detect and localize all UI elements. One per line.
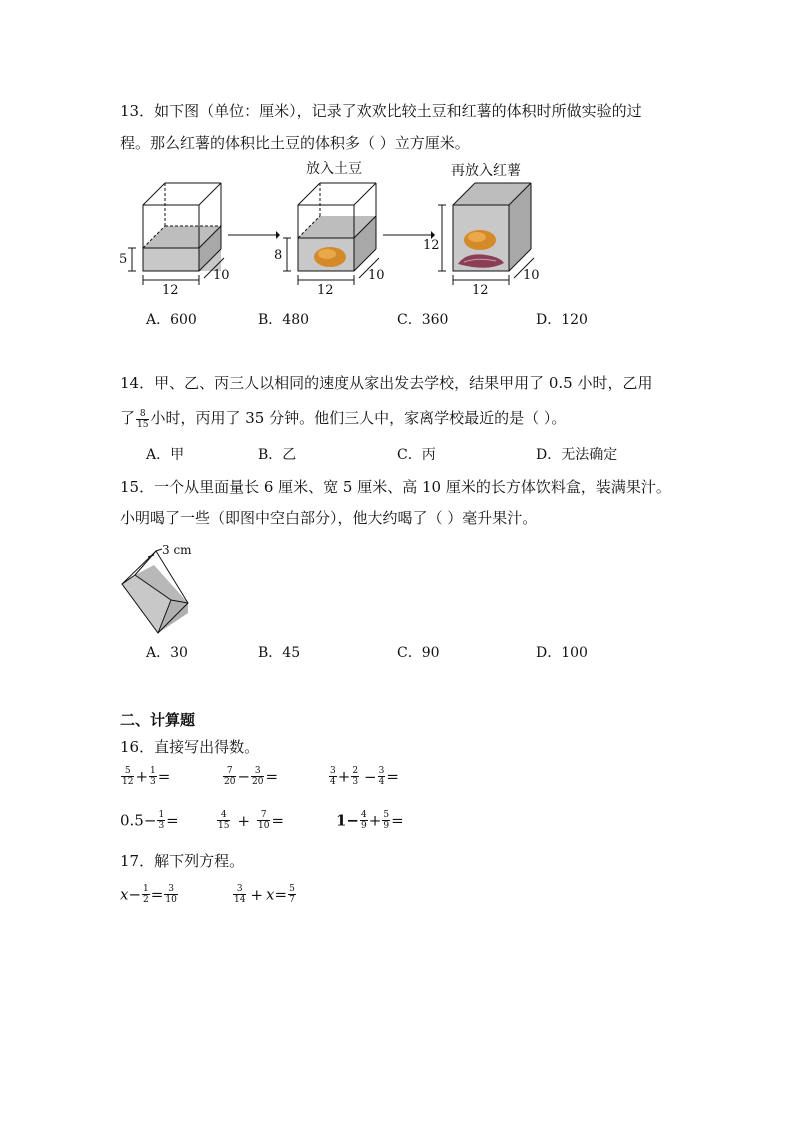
frac-den: 3: [158, 821, 165, 831]
q16-expr-3: [328, 766, 399, 796]
frac-den: 12: [122, 777, 134, 787]
box1-height-label: 5: [119, 252, 128, 267]
operator: +: [337, 767, 351, 786]
box2-figure: [273, 180, 383, 300]
fig-label-sweet-potato: 再放入红薯: [451, 163, 521, 179]
frac-num: 2: [352, 766, 359, 776]
q17-equation-1: [120, 884, 179, 914]
frac-num: 5: [121, 766, 134, 777]
q16-e5-frac-b: [257, 810, 270, 831]
frac-num: 3: [233, 884, 246, 895]
frac-num: 3: [330, 766, 336, 776]
equals: =: [391, 811, 404, 830]
frac-den: 15: [218, 821, 230, 831]
q13-text-line2: 程。那么红薯的体积比土豆的体积多（ ）立方厘米。: [120, 134, 470, 152]
q16-e2-frac-a: [223, 766, 236, 787]
operator: +: [237, 811, 251, 830]
box3-width-label: 10: [523, 268, 540, 283]
box1-figure: [118, 180, 228, 300]
frac-den: 9: [361, 821, 367, 831]
frac-den: 14: [234, 895, 246, 905]
box3-figure: [423, 180, 540, 300]
frac-num: 1: [158, 810, 165, 820]
frac-den: 4: [378, 777, 385, 787]
q14-option-b[interactable]: B．乙: [258, 447, 297, 463]
frac-den: 3: [352, 777, 359, 787]
frac-num: 1: [150, 766, 156, 776]
operator: −: [364, 767, 377, 786]
juice-box-label: 3 cm: [162, 543, 192, 557]
box2-length-label: 12: [317, 283, 334, 298]
juice-box-svg: [118, 545, 208, 635]
q13-text-line1: 13．如下图（单位：厘米），记录了欢欢比较土豆和红薯的体积时所做实验的过: [120, 102, 642, 120]
equals: =: [271, 811, 285, 830]
q16-e3-frac-c: [378, 766, 386, 787]
equals: =: [274, 885, 288, 904]
q16-e5-frac-a: [217, 810, 230, 831]
q15-option-d[interactable]: D．100: [536, 645, 588, 661]
q14-option-a[interactable]: A．甲: [146, 447, 185, 463]
q16-e3-frac-a: [329, 766, 337, 787]
q16-e3-frac-b: [351, 766, 359, 787]
box1-length-label: 12: [162, 283, 179, 298]
q17-equation-2: [232, 884, 297, 914]
equals: =: [166, 811, 179, 830]
frac-num: 7: [257, 810, 270, 821]
q15-option-b[interactable]: B．45: [258, 645, 301, 661]
frac-den: 4: [330, 777, 336, 787]
equals: =: [150, 885, 164, 904]
q16-expr-2: [222, 766, 278, 796]
frac-den: 20: [252, 777, 264, 787]
q14-line2-post: 小时，丙用了 35 分钟。他们三人中，家离学校最近的是（ ）。: [150, 409, 567, 427]
q14-text-line1: 14．甲、乙、丙三人以相同的速度从家出发去学校，结果甲用了 0.5 小时，乙用: [120, 374, 653, 392]
frac-den: 10: [258, 821, 270, 831]
q17-e2-frac-a: [233, 884, 246, 905]
operator: +: [135, 767, 149, 786]
equals: =: [157, 767, 171, 786]
box3-length-label: 12: [472, 283, 489, 298]
q13-option-d[interactable]: D．120: [536, 312, 588, 328]
frac-num: 4: [217, 810, 230, 821]
box1-width-label: 10: [213, 268, 230, 283]
frac-num: 3: [251, 766, 264, 777]
frac-den: 3: [150, 777, 156, 787]
q15-text-line2: 小明喝了一些（即图中空白部分），他大约喝了（ ）毫升果汁。: [120, 509, 538, 527]
q17-e2-frac-b: [288, 884, 296, 905]
q13-option-c[interactable]: C．360: [397, 312, 449, 328]
lead-term: 1−: [336, 811, 360, 830]
q16-e1-frac-a: [121, 766, 134, 787]
box1-svg: [118, 180, 228, 300]
q14-line2-pre: 了: [120, 409, 136, 427]
q17-e1-frac-b: [164, 884, 177, 905]
q17-title: 17．解下列方程。: [120, 852, 245, 870]
q15-text-line1: 15．一个从里面量长 6 厘米、宽 5 厘米、高 10 厘米的长方体饮料盒，装满果汁。: [120, 478, 671, 496]
frac-num: 7: [223, 766, 236, 777]
frac-den: 10: [165, 895, 177, 905]
box3-height-label: 12: [423, 238, 440, 253]
q16-expr-5: [216, 810, 284, 840]
frac-num: 3: [378, 766, 385, 776]
q17-e1-frac-a: [142, 884, 150, 905]
q16-title: 16．直接写出得数。: [120, 738, 260, 756]
frac-den: 7: [289, 895, 295, 905]
box2-height-label: 8: [274, 248, 283, 263]
q14-fraction: [136, 409, 149, 430]
frac-num: 4: [361, 810, 367, 820]
q16-e4-frac-a: [157, 810, 165, 831]
q13-option-b[interactable]: B．480: [258, 312, 310, 328]
equals: =: [265, 767, 279, 786]
frac-den: 9: [383, 821, 390, 831]
box2-width-label: 10: [368, 268, 385, 283]
frac-num: 3: [164, 884, 177, 895]
q14-option-d[interactable]: D．无法确定: [536, 447, 618, 463]
frac-den: 2: [143, 895, 149, 905]
variable-x: x: [266, 885, 275, 904]
q16-expr-4: [120, 810, 179, 840]
q16-e6-frac-a: [360, 810, 368, 831]
q15-option-a[interactable]: A．30: [146, 645, 188, 661]
box2-svg: [273, 180, 383, 300]
q16-expr-1: [120, 766, 170, 796]
frac-num: 5: [383, 810, 390, 820]
q14-text-line2: [120, 404, 566, 432]
operator: −: [128, 885, 142, 904]
q14-option-c[interactable]: C．丙: [397, 447, 436, 463]
q16-e1-frac-b: [149, 766, 157, 787]
operator: +: [368, 811, 382, 830]
q13-option-a[interactable]: A．600: [146, 312, 197, 328]
q16-e6-frac-b: [382, 810, 390, 831]
variable-x: x: [120, 885, 129, 904]
frac-den: 20: [224, 777, 236, 787]
box3-svg: [428, 180, 538, 300]
juice-box-figure: [118, 545, 208, 635]
section-title-calculation: 二、计算题: [120, 711, 196, 729]
operator: +: [250, 885, 264, 904]
q16-e2-frac-b: [251, 766, 264, 787]
frac-num: 5: [289, 884, 295, 894]
frac-num: 1: [143, 884, 149, 894]
q14-frac-num: 8: [136, 409, 149, 420]
q16-expr-6: [336, 810, 404, 840]
operator: −: [237, 767, 251, 786]
q15-option-c[interactable]: C．90: [397, 645, 440, 661]
q14-frac-den: 15: [137, 419, 149, 430]
fig-label-potato: 放入土豆: [306, 161, 362, 177]
lead-term: 0.5−: [120, 811, 157, 830]
equals: =: [386, 767, 399, 786]
